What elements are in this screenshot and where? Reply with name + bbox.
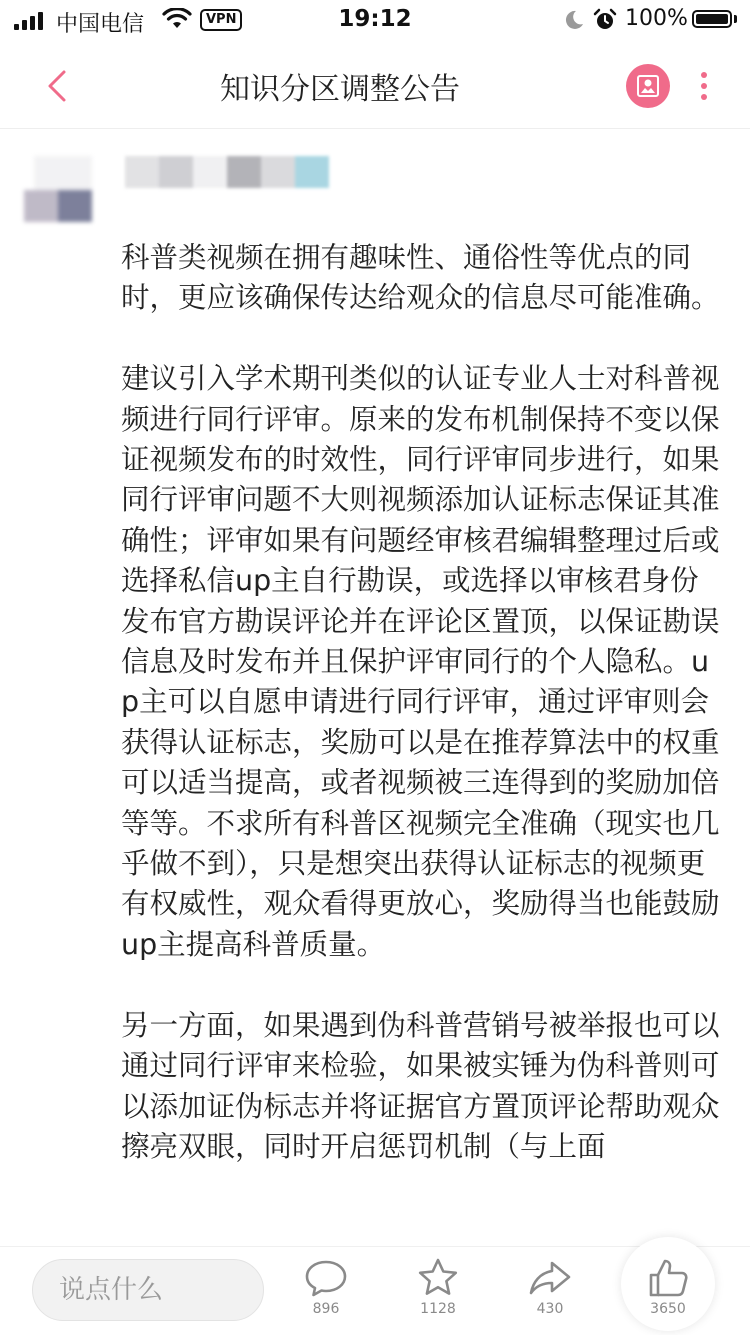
navigation-bar	[0, 42, 750, 129]
article-paragraph-3: 另一方面，如果遇到伪科普营销号被举报也可以通过同行评审来检验，如果被实锤为伪科普则可以添加证伪标志并将证据官方置顶评论帮助观众擦亮双眼，同时开启惩罚机制（与上面	[121, 1008, 720, 1163]
share-arrow-icon	[527, 1255, 573, 1301]
battery-icon	[692, 10, 732, 28]
cover-image-button[interactable]	[626, 64, 670, 108]
author-avatar[interactable]	[24, 156, 92, 224]
battery-tip	[734, 15, 737, 23]
status-bar	[0, 0, 750, 42]
article-paragraph-1: 科普类视频在拥有趣味性、通俗性等优点的同时，更应该确保传达给观众的信息尽可能准确。	[121, 241, 720, 315]
more-options-icon[interactable]	[694, 68, 714, 104]
alarm-clock-icon	[593, 8, 617, 32]
favorite-count: 1128	[420, 1301, 456, 1317]
carrier-name: 中国电信	[56, 12, 145, 37]
status-time: 19:12	[338, 6, 412, 32]
share-button[interactable]	[510, 1255, 590, 1317]
comment-button[interactable]	[286, 1255, 366, 1317]
bottom-action-bar	[0, 1246, 750, 1335]
image-icon	[626, 64, 670, 108]
like-button[interactable]	[628, 1255, 708, 1317]
do-not-disturb-moon-icon	[563, 9, 585, 31]
comment-bubble-icon	[303, 1255, 349, 1301]
vpn-badge: VPN	[200, 9, 242, 31]
author-name-blurred[interactable]	[125, 156, 329, 188]
page-title: 知识分区调整公告	[220, 72, 460, 107]
comment-input[interactable]: 说点什么	[32, 1259, 264, 1321]
share-count: 430	[536, 1301, 564, 1317]
content-fade-overlay	[0, 1196, 750, 1248]
article-body	[121, 238, 727, 1167]
like-count: 3650	[650, 1301, 686, 1317]
favorite-button[interactable]	[398, 1255, 478, 1317]
comment-count: 896	[312, 1301, 340, 1317]
battery-percentage: 100%	[625, 6, 688, 31]
star-icon	[415, 1255, 461, 1301]
thumbs-up-icon	[645, 1255, 691, 1301]
article-paragraph-2: 建议引入学术期刊类似的认证专业人士对科普视频进行同行评审。原来的发布机制保持不变以保证视频发布的时效性，同行评审同步进行，如果同行评审问题不大则视频添加认证标志保证其准确性；评审如果有问题经审核君编辑整理过后或选择私信up主自行勘误，或选择以审核君身份发布官方勘误评论并在评论区置顶，以保证勘误信息及时发布并且保护评审同行的个人隐私。up主可以自愿申请进行同行评审，通过评审则会获得认证标志，奖励可以是在推荐算法中的权重可以适当提高，或者视频被三连得到的奖励加倍等等。不求所有科普区视频完全准确（现实也几乎做不到），只是想突出获得认证标志的视频更有权威性，观众看得更放心，奖励得当也能鼓励up主提高科普质量。	[121, 362, 720, 961]
